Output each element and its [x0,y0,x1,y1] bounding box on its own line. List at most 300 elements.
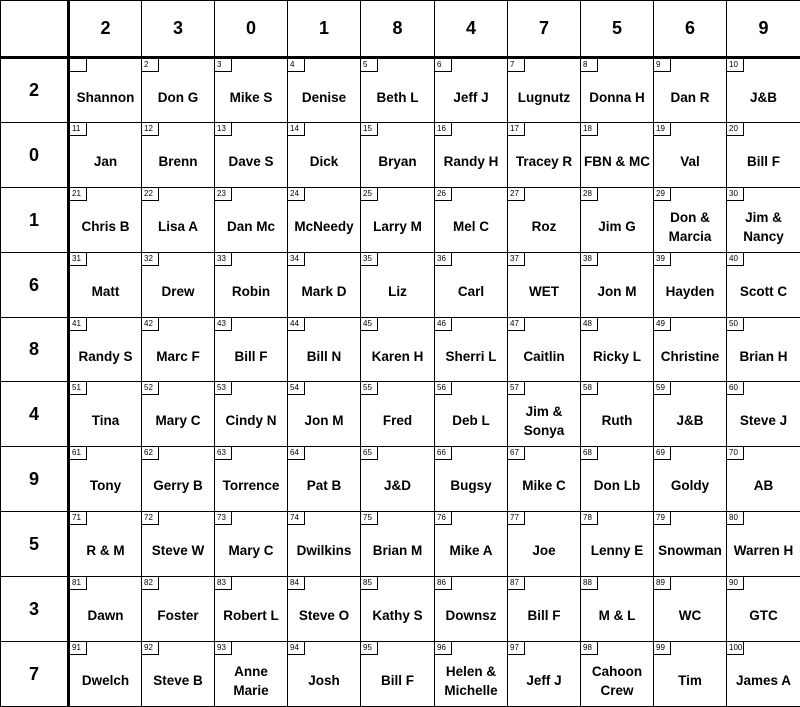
pool-square[interactable] [69,58,142,123]
square-owner-name: GTC [749,608,778,623]
pool-square[interactable] [653,381,727,447]
pool-square[interactable] [141,381,215,447]
square-number: 94 [288,642,305,655]
pool-square[interactable] [360,576,435,642]
square-owner-name: Chris B [81,219,130,234]
square-number: 43 [215,318,232,331]
square-number: 86 [435,577,452,590]
pool-square[interactable] [580,511,654,577]
pool-square[interactable] [69,446,142,512]
square-number: 45 [361,318,378,331]
pool-square[interactable] [287,576,361,642]
pool-square[interactable] [434,511,508,577]
square-number: 83 [215,577,232,590]
pool-square[interactable] [360,511,435,577]
pool-square[interactable] [580,58,654,123]
square-owner-name: Ricky L [592,348,642,364]
square-owner-name: Robert L [223,608,279,623]
square-number: 75 [361,512,378,525]
square-number: 60 [727,382,744,395]
square-owner-name: Mike C [522,478,566,493]
pool-square[interactable] [580,576,654,642]
square-number: 54 [288,382,305,395]
pool-square[interactable] [434,576,508,642]
square-number: 98 [581,642,598,655]
pool-square[interactable] [726,381,800,447]
square-number: 15 [361,123,378,136]
pool-square[interactable] [214,58,288,123]
square-number: 19 [654,123,671,136]
square-number: 2 [142,59,159,72]
square-number: 100 [727,642,744,655]
pool-square[interactable] [214,381,288,447]
square-owner-name: Joe [532,543,556,558]
square-number: 58 [581,382,598,395]
square-number [70,59,87,72]
square-owner-name: Mary C [155,413,201,428]
pool-square[interactable] [434,641,508,707]
square-owner-name: AB [753,478,774,493]
square-owner-name: Bryan [378,154,417,169]
pool-square[interactable] [580,641,654,707]
pool-square[interactable] [214,187,288,253]
square-owner-name: Mel C [452,219,489,234]
pool-square[interactable] [580,252,654,318]
square-number: 16 [435,123,452,136]
square-number: 50 [727,318,744,331]
pool-square[interactable] [726,317,800,382]
pool-square[interactable] [360,317,435,382]
pool-square[interactable] [287,446,361,512]
pool-square[interactable] [287,317,361,382]
square-number: 99 [654,642,671,655]
square-number: 33 [215,253,232,266]
square-owner-name: Anne Marie [233,663,269,698]
square-number: 46 [435,318,452,331]
pool-square[interactable] [141,446,215,512]
pool-square[interactable] [360,122,435,188]
pool-square[interactable] [287,511,361,577]
square-number: 72 [142,512,159,525]
square-owner-name: Bill N [306,348,342,364]
square-owner-name: Randy S [78,348,133,364]
square-owner-name: WET [529,284,559,299]
square-number: 5 [361,59,378,72]
square-number: 91 [70,642,87,655]
square-number: 93 [215,642,232,655]
corner-cell [0,0,69,58]
column-digit: 8 [360,0,435,58]
pool-square[interactable] [507,641,581,707]
square-number: 28 [581,188,598,201]
square-owner-name: Mark D [301,284,347,299]
pool-square[interactable] [69,381,142,447]
square-owner-name: Jeff J [526,673,562,688]
pool-square[interactable] [653,511,727,577]
square-number: 38 [581,253,598,266]
pool-square[interactable] [141,576,215,642]
pool-square[interactable] [507,381,581,447]
pool-square[interactable] [214,641,288,707]
row-digit: 0 [0,122,69,188]
row-digit: 3 [0,576,69,642]
pool-square[interactable] [507,58,581,123]
pool-square[interactable] [141,122,215,188]
row-digit: 6 [0,252,69,318]
square-number: 84 [288,577,305,590]
square-owner-name: Drew [161,284,195,299]
square-owner-name: WC [678,608,702,623]
pool-square[interactable] [580,381,654,447]
square-number: 71 [70,512,87,525]
square-owner-name: Snowman [658,543,722,558]
square-number: 85 [361,577,378,590]
square-number: 56 [435,382,452,395]
square-number: 36 [435,253,452,266]
square-owner-name: Don & Marcia [668,209,712,244]
square-number: 78 [581,512,598,525]
square-owner-name: Jeff J [453,89,489,105]
pool-square[interactable] [726,576,800,642]
square-owner-name: Donna H [589,89,645,105]
pool-square[interactable] [69,641,142,707]
square-number: 62 [142,447,159,460]
square-owner-name: Scott C [739,284,788,299]
square-number: 88 [581,577,598,590]
square-number: 95 [361,642,378,655]
square-owner-name: Roz [531,219,557,234]
column-digit: 3 [141,0,215,58]
column-digit: 4 [434,0,508,58]
pool-square[interactable] [287,58,361,123]
pool-square[interactable] [653,446,727,512]
row-digit: 2 [0,58,69,123]
pool-square[interactable] [434,381,508,447]
square-number: 76 [435,512,452,525]
pool-square[interactable] [507,122,581,188]
square-number: 63 [215,447,232,460]
pool-square[interactable] [434,58,508,123]
square-owner-name: Tim [678,673,702,688]
square-owner-name: Bill F [747,154,780,169]
square-owner-name: Tina [91,413,120,428]
square-number: 11 [70,123,87,136]
square-owner-name: Dave S [228,154,274,169]
square-owner-name: J&B [676,413,704,428]
pool-square[interactable] [287,252,361,318]
square-owner-name: Sherri L [445,348,497,364]
square-number: 51 [70,382,87,395]
pool-square[interactable] [141,317,215,382]
square-number: 87 [508,577,525,590]
pool-square[interactable] [214,576,288,642]
pool-square[interactable] [507,187,581,253]
square-number: 53 [215,382,232,395]
square-owner-name: Mike A [449,543,493,558]
square-owner-name: Mike S [229,89,273,105]
pool-square[interactable] [360,187,435,253]
square-owner-name: Brian M [372,543,423,558]
square-number: 35 [361,253,378,266]
square-owner-name: Downsz [445,608,497,623]
pool-square[interactable] [69,187,142,253]
square-owner-name: Cindy N [225,413,277,428]
square-owner-name: Liz [388,284,407,299]
square-owner-name: Jon M [304,413,344,428]
square-owner-name: Dwelch [81,673,130,688]
pool-square[interactable] [214,511,288,577]
square-number: 37 [508,253,525,266]
square-owner-name: R & M [86,543,125,558]
pool-square[interactable] [360,58,435,123]
square-owner-name: Dawn [87,608,124,623]
square-number: 59 [654,382,671,395]
square-owner-name: Lugnutz [517,89,571,105]
square-number: 6 [435,59,452,72]
square-number: 7 [508,59,525,72]
square-number: 40 [727,253,744,266]
pool-square[interactable] [507,252,581,318]
pool-square[interactable] [434,446,508,512]
square-owner-name: Steve O [298,608,350,623]
square-number: 81 [70,577,87,590]
square-number: 49 [654,318,671,331]
pool-square[interactable] [360,641,435,707]
column-digit: 7 [507,0,581,58]
pool-square[interactable] [141,252,215,318]
square-number: 9 [654,59,671,72]
square-number: 97 [508,642,525,655]
square-number: 52 [142,382,159,395]
square-owner-name: Brenn [158,154,198,169]
square-number: 67 [508,447,525,460]
square-number: 21 [70,188,87,201]
square-number: 32 [142,253,159,266]
pool-square[interactable] [287,122,361,188]
pool-square[interactable] [434,122,508,188]
row-digit: 8 [0,317,69,382]
square-number: 69 [654,447,671,460]
pool-square[interactable] [726,511,800,577]
pool-square[interactable] [653,187,727,253]
square-number: 23 [215,188,232,201]
square-owner-name: Dan Mc [226,219,275,234]
square-number: 25 [361,188,378,201]
square-number: 17 [508,123,525,136]
pool-square[interactable] [580,122,654,188]
square-number: 18 [581,123,598,136]
square-number: 47 [508,318,525,331]
row-digit: 5 [0,511,69,577]
pool-square[interactable] [287,641,361,707]
square-owner-name: Torrence [222,478,280,493]
square-owner-name: Cahoon Crew [591,663,643,698]
square-owner-name: Jan [93,154,118,169]
square-owner-name: Warren H [733,543,794,558]
square-owner-name: Carl [457,284,485,299]
pool-square[interactable] [360,381,435,447]
pool-square[interactable] [726,187,800,253]
square-owner-name: Jim & Nancy [743,209,784,244]
pool-square[interactable] [653,576,727,642]
square-number: 30 [727,188,744,201]
pool-square[interactable] [69,576,142,642]
pool-square[interactable] [69,317,142,382]
square-owner-name: Ruth [601,413,633,428]
pool-square[interactable] [653,252,727,318]
pool-square[interactable] [726,122,800,188]
column-digit: 6 [653,0,727,58]
square-owner-name: Karen H [371,348,424,364]
square-number: 8 [581,59,598,72]
square-number: 92 [142,642,159,655]
square-owner-name: McNeedy [294,219,354,234]
pool-square[interactable] [726,446,800,512]
pool-square[interactable] [653,58,727,123]
square-number: 90 [727,577,744,590]
square-owner-name: Dan R [670,89,710,105]
pool-square[interactable] [287,381,361,447]
square-number: 48 [581,318,598,331]
pool-square[interactable] [360,252,435,318]
square-owner-name: Foster [157,608,199,623]
square-number: 68 [581,447,598,460]
square-number: 66 [435,447,452,460]
row-digit: 9 [0,446,69,512]
square-number: 4 [288,59,305,72]
pool-square[interactable] [434,317,508,382]
square-number: 89 [654,577,671,590]
square-owner-name: Matt [91,284,120,299]
pool-square[interactable] [726,641,800,707]
square-number: 77 [508,512,525,525]
square-number: 57 [508,382,525,395]
pool-square[interactable] [360,446,435,512]
pool-square[interactable] [69,511,142,577]
pool-square[interactable] [653,122,727,188]
column-digit: 5 [580,0,654,58]
square-number: 39 [654,253,671,266]
pool-square[interactable] [214,122,288,188]
pool-square[interactable] [653,317,727,382]
square-number: 26 [435,188,452,201]
pool-square[interactable] [214,317,288,382]
column-digit: 2 [69,0,142,58]
row-digit: 4 [0,381,69,447]
pool-square[interactable] [507,511,581,577]
pool-square[interactable] [580,317,654,382]
pool-square[interactable] [726,58,800,123]
square-number: 82 [142,577,159,590]
square-number: 41 [70,318,87,331]
square-number: 96 [435,642,452,655]
square-number: 20 [727,123,744,136]
column-digit: 9 [726,0,800,58]
square-owner-name: Christine [660,348,720,364]
pool-square[interactable] [726,252,800,318]
pool-square[interactable] [141,58,215,123]
square-number: 70 [727,447,744,460]
square-number: 79 [654,512,671,525]
square-owner-name: Shannon [76,89,135,105]
square-number: 13 [215,123,232,136]
column-digit: 1 [287,0,361,58]
square-owner-name: Denise [301,89,347,105]
pool-square[interactable] [141,641,215,707]
square-number: 24 [288,188,305,201]
pool-square[interactable] [287,187,361,253]
square-owner-name: Larry M [373,219,422,234]
square-owner-name: Tracey R [515,154,573,169]
square-owner-name: Josh [308,673,340,688]
square-owner-name: Lisa A [157,219,198,234]
square-number: 64 [288,447,305,460]
pool-square[interactable] [141,187,215,253]
pool-square[interactable] [434,252,508,318]
column-digit: 0 [214,0,288,58]
square-owner-name: Pat B [306,478,342,493]
square-number: 73 [215,512,232,525]
square-number: 80 [727,512,744,525]
square-owner-name: Jon M [597,284,637,299]
square-owner-name: Dwilkins [296,543,352,558]
pool-square[interactable] [507,576,581,642]
pool-square[interactable] [214,252,288,318]
square-owner-name: Bill F [381,673,414,688]
square-number: 12 [142,123,159,136]
pool-square[interactable] [69,252,142,318]
pool-square[interactable] [69,122,142,188]
square-owner-name: Mary C [228,543,274,558]
square-number: 44 [288,318,305,331]
square-number: 10 [727,59,744,72]
pool-square[interactable] [580,187,654,253]
square-owner-name: Beth L [376,89,419,105]
square-number: 3 [215,59,232,72]
square-owner-name: Bugsy [450,478,492,493]
square-owner-name: Goldy [670,478,710,493]
square-owner-name: Tony [89,478,122,493]
square-owner-name: M & L [598,608,636,623]
square-owner-name: Val [680,154,700,169]
square-number: 65 [361,447,378,460]
square-owner-name: FBN & MC [584,154,650,169]
pool-square[interactable] [580,446,654,512]
square-owner-name: Steve B [153,673,203,688]
square-number: 74 [288,512,305,525]
pool-square[interactable] [434,187,508,253]
square-owner-name: J&B [749,89,777,105]
pool-square[interactable] [507,317,581,382]
square-owner-name: Steve W [151,543,205,558]
square-owner-name: Bill F [234,348,268,364]
pool-square[interactable] [141,511,215,577]
square-owner-name: Lenny E [590,543,644,558]
square-owner-name: Hayden [665,284,715,299]
square-number: 14 [288,123,305,136]
pool-square[interactable] [653,641,727,707]
square-number: 27 [508,188,525,201]
square-number: 22 [142,188,159,201]
pool-square[interactable] [507,446,581,512]
square-number: 42 [142,318,159,331]
square-owner-name: Caitlin [523,348,565,364]
square-owner-name: Kathy S [372,608,423,623]
pool-square[interactable] [214,446,288,512]
square-owner-name: Deb L [452,413,490,428]
row-digit: 1 [0,187,69,253]
square-owner-name: J&D [383,478,411,493]
